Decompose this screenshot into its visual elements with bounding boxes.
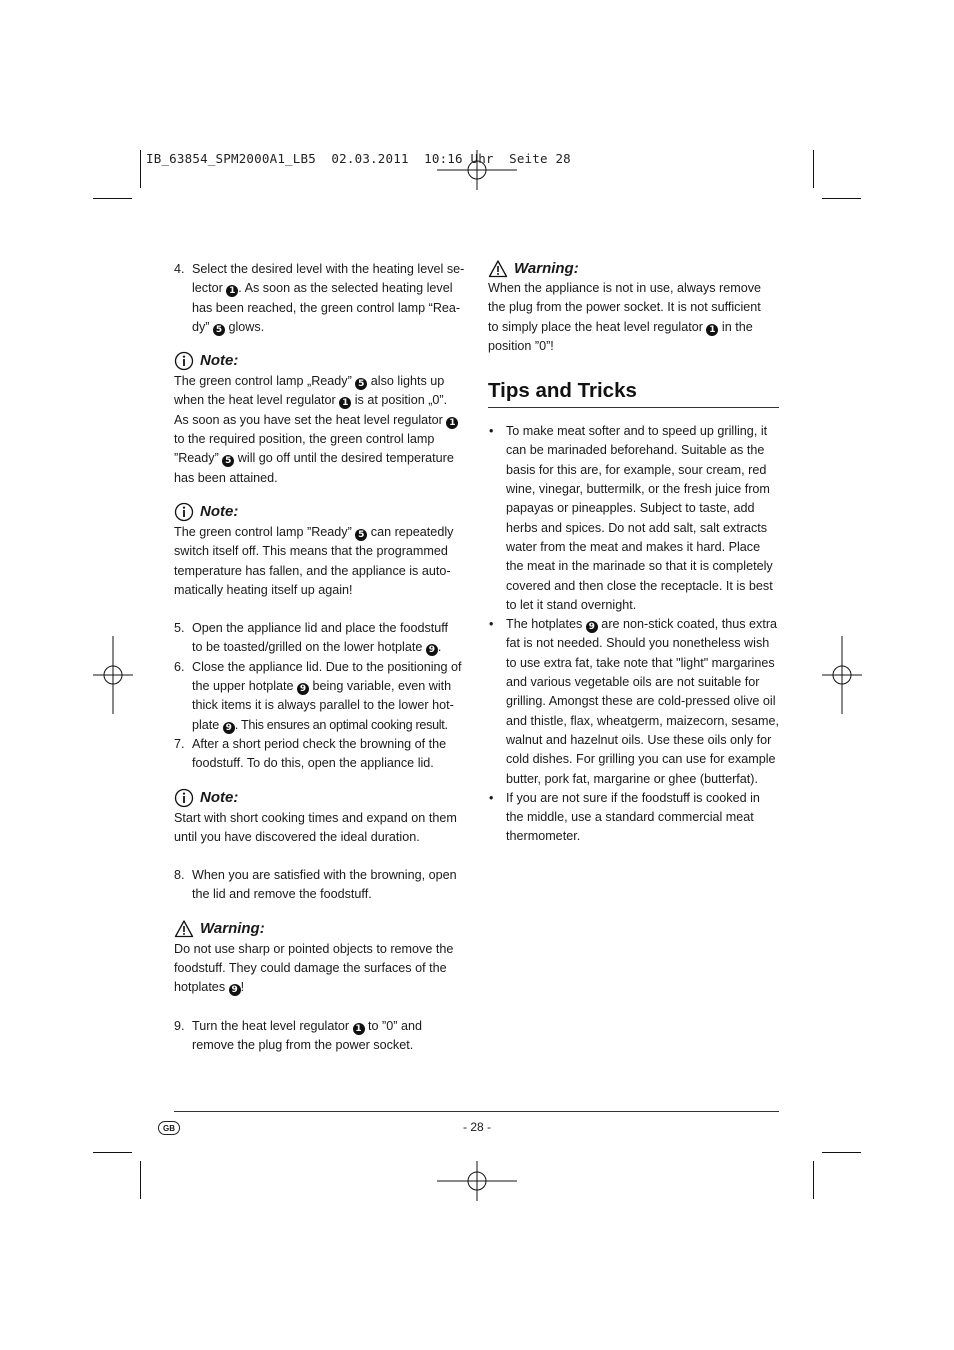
step-6: 6. Close the appliance lid. Due to the positioning of the upper hotplate 9 being variable, even with thick items it is always parallel to the lower hot- plate 9 . This ensures an optimal cooking result. bbox=[174, 659, 462, 733]
ref-badge: 1 bbox=[706, 324, 718, 336]
info-icon bbox=[174, 502, 194, 522]
ref-badge: 9 bbox=[426, 644, 438, 656]
tip-thermometer: • If you are not sure if the foodstuff is cooked in the middle, use a standard commercial meat thermometer. bbox=[489, 790, 760, 844]
tip-oils: • The hotplates 9 are non-stick coated, thus extra fat is not needed. Should you nonetheless wish to use extra fat, take note that "light" margarines and various vegetable oils are not suitable for grilling. Amongst these are cold-pressed olive oil and thistle, flax, wheatgerm, maizecorn, sesame, walnut and hazelnut oils. Use these oils only for cold dishes. For grilling you can use for example butter, pork fat, margarine or ghee (butterfat). bbox=[489, 617, 779, 786]
section-title: Tips and Tricks bbox=[488, 379, 637, 403]
warning-icon bbox=[488, 259, 508, 279]
ref-badge: 1 bbox=[446, 417, 458, 429]
info-icon bbox=[174, 351, 194, 371]
note-1: Note: The green control lamp „Ready” 5 also lights up when the heat level regulator 1 is at position „0”. As soon as you have set the heat level regulator 1 to the required position, the green control lamp ”Ready” 5 will go off until the desired temperature has been attained. bbox=[174, 351, 466, 488]
note-title: Note: bbox=[200, 502, 239, 520]
page-number: - 28 - bbox=[462, 1120, 491, 1134]
country-badge: GB bbox=[158, 1121, 180, 1135]
ref-badge: 9 bbox=[223, 722, 235, 734]
warning-title: Warning: bbox=[200, 919, 265, 937]
ref-badge: 1 bbox=[226, 285, 238, 297]
tip-marinade: • To make meat softer and to speed up grilling, it can be marinaded beforehand. Suitable as the basis for this are, for example, sour cream, red wine, vinegar, buttermilk, or the fresh juice from papayas or pineapples. Subject to taste, add herbs and spices. Do not add salt, salt extracts water from the meat and makes it hard. Place the meat in the marinade so that it is completely covered and then close the receptacle. It is best to let it stand overnight. bbox=[489, 424, 773, 612]
note-2: Note: The green control lamp ”Ready” 5 can repeatedly switch itself off. This means that the programmed temperature has fallen, and the appliance is auto- matically heating itself up again! bbox=[174, 502, 454, 597]
ref-badge: 5 bbox=[355, 378, 367, 390]
footer-rule bbox=[174, 1111, 779, 1112]
ref-badge: 5 bbox=[222, 455, 234, 467]
ref-badge: 1 bbox=[353, 1023, 365, 1035]
ref-badge: 5 bbox=[355, 529, 367, 541]
print-slug: IB_63854_SPM2000A1_LB5 02.03.2011 10:16 Uhr Seite 28 bbox=[146, 151, 571, 166]
warning-icon bbox=[174, 919, 194, 939]
note-title: Note: bbox=[200, 788, 239, 806]
info-icon bbox=[174, 788, 194, 808]
step-8: 8. When you are satisfied with the browning, open the lid and remove the foodstuff. bbox=[174, 868, 457, 902]
ref-badge: 5 bbox=[213, 324, 225, 336]
right-column bbox=[488, 259, 780, 847]
note-title: Note: bbox=[200, 352, 239, 370]
title-rule bbox=[488, 407, 779, 408]
ref-badge: 1 bbox=[339, 397, 351, 409]
warning-right: Warning: When the appliance is not in use, always remove the plug from the power socket. It is not sufficient to simply place the heat level regulator 1 in the position ”0”! bbox=[488, 260, 762, 353]
registration-mark-left bbox=[93, 636, 133, 714]
ref-badge: 9 bbox=[229, 984, 241, 996]
ref-badge: 9 bbox=[586, 621, 598, 633]
note-3: Note: Start with short cooking times and expand on them until you have discovered the ideal duration. bbox=[174, 788, 457, 844]
step-4: 4. Select the desired level with the heating level se- lector 1 . As soon as the selected heating level has been reached, the green control lamp “Rea- dy” 5 glows. bbox=[174, 262, 465, 335]
registration-mark-bottom bbox=[437, 1161, 517, 1201]
warning-left: Warning: Do not use sharp or pointed objects to remove the foodstuff. They could damage the surfaces of the hotplates 9 ! bbox=[174, 919, 454, 996]
step-5: 5. Open the appliance lid and place the foodstuff to be toasted/grilled on the lower hotplate 9 . bbox=[174, 621, 449, 656]
step-9: 9. Turn the heat level regulator 1 to ”0” and remove the plug from the power socket. bbox=[174, 1018, 422, 1052]
step-7: 7. After a short period check the browning of the foodstuff. To do this, open the appliance lid. bbox=[174, 736, 447, 771]
ref-badge: 9 bbox=[297, 683, 309, 695]
left-column bbox=[174, 260, 466, 1055]
warning-title: Warning: bbox=[514, 260, 579, 277]
registration-mark-right bbox=[822, 636, 862, 714]
